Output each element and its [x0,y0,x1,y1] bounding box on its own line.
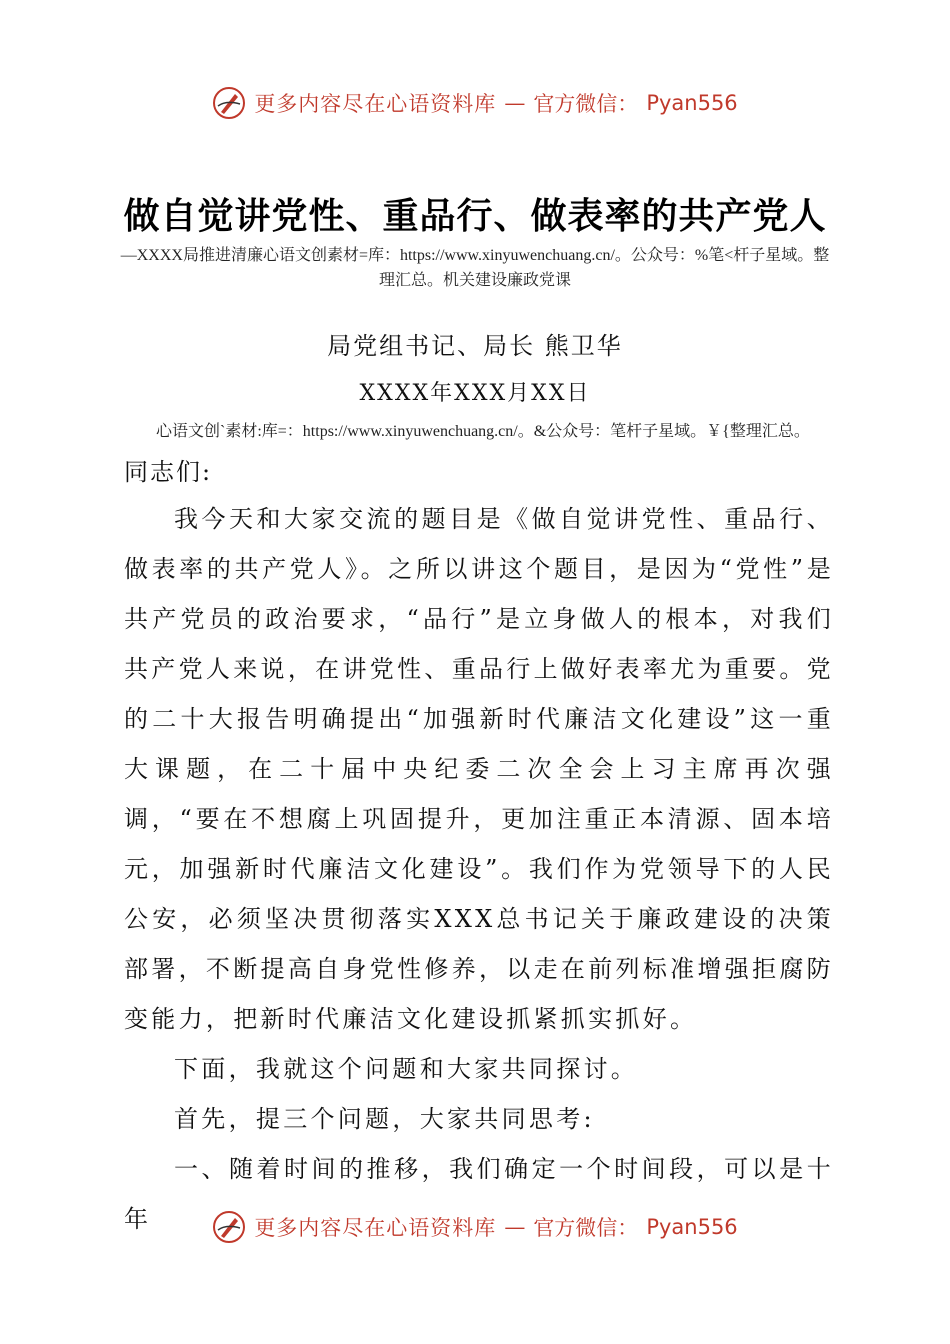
banner-wechat-label: 官方微信： [533,92,639,116]
paragraph: 下面，我就这个问题和大家共同探讨。 [174,1055,639,1083]
quill-pen-logo-icon [212,1210,246,1244]
document-subtitle: —XXXX局推进清廉心语文创素材=库：https://www.xinyuwenchuang.cn/。公众号：%笔<杆子星域。整理汇总。机关建设廉政党课 [120,247,830,289]
document-author: 局党组书记、局长 熊卫华 [327,332,623,360]
paragraph: 我今天和大家交流的题目是《做自觉讲党性、重品行、做表率的共产党人》。之所以讲这个题目，是因为“党性”是共产党员的政治要求，“品行”是立身做人的根本，对我们共产党人来说，在讲党性、重品行上做好表率尤为重要。党的二十大报告明确提出“加强新时代廉洁文化建设”这一重大课题，在二十届中央纪委二次全会上习主席再次强调，“要在不想腐上巩固提升，更加注重正本清源、固本培元，加强新时代廉洁文化建设”。我们作为党领导下的人民公安，必须坚决贯彻落实XXX总书记关于廉政建设的决策部署，不断提高自身党性修养，以走在前列标准增强拒腐防变能力，把新时代廉洁文化建设抓紧抓实抓好。 [124,505,834,1033]
banner-text: 更多内容尽在心语资料库 [254,1216,497,1240]
document-title: 做自觉讲党性、重品行、做表率的共产党人 [123,195,827,237]
banner-wechat-id: Pyan556 [646,1215,738,1239]
footer-banner [0,1210,950,1244]
banner-wechat-id: Pyan556 [646,91,738,115]
banner-text: 更多内容尽在心语资料库 [254,92,497,116]
paragraph: 首先，提三个问题，大家共同思考: [174,1105,595,1133]
watermark-line: 心语文创`素材:库=：https://www.xinyuwenchuang.cn/。&公众号：笔杆子星域。￥{整理汇总。 [156,423,810,440]
banner-dash: — [504,1215,526,1239]
banner-wechat-label: 官方微信： [533,1216,639,1240]
document-body [124,494,834,1244]
document-date: XXXX年XXX月XX日 [359,381,591,406]
paragraph: 一、随着时间的推移，我们确定一个时间段，可以是十年 [124,1155,834,1233]
banner-dash: — [504,91,526,115]
quill-pen-logo-icon [212,86,246,120]
greeting: 同志们: [124,458,213,486]
header-banner [0,86,950,120]
